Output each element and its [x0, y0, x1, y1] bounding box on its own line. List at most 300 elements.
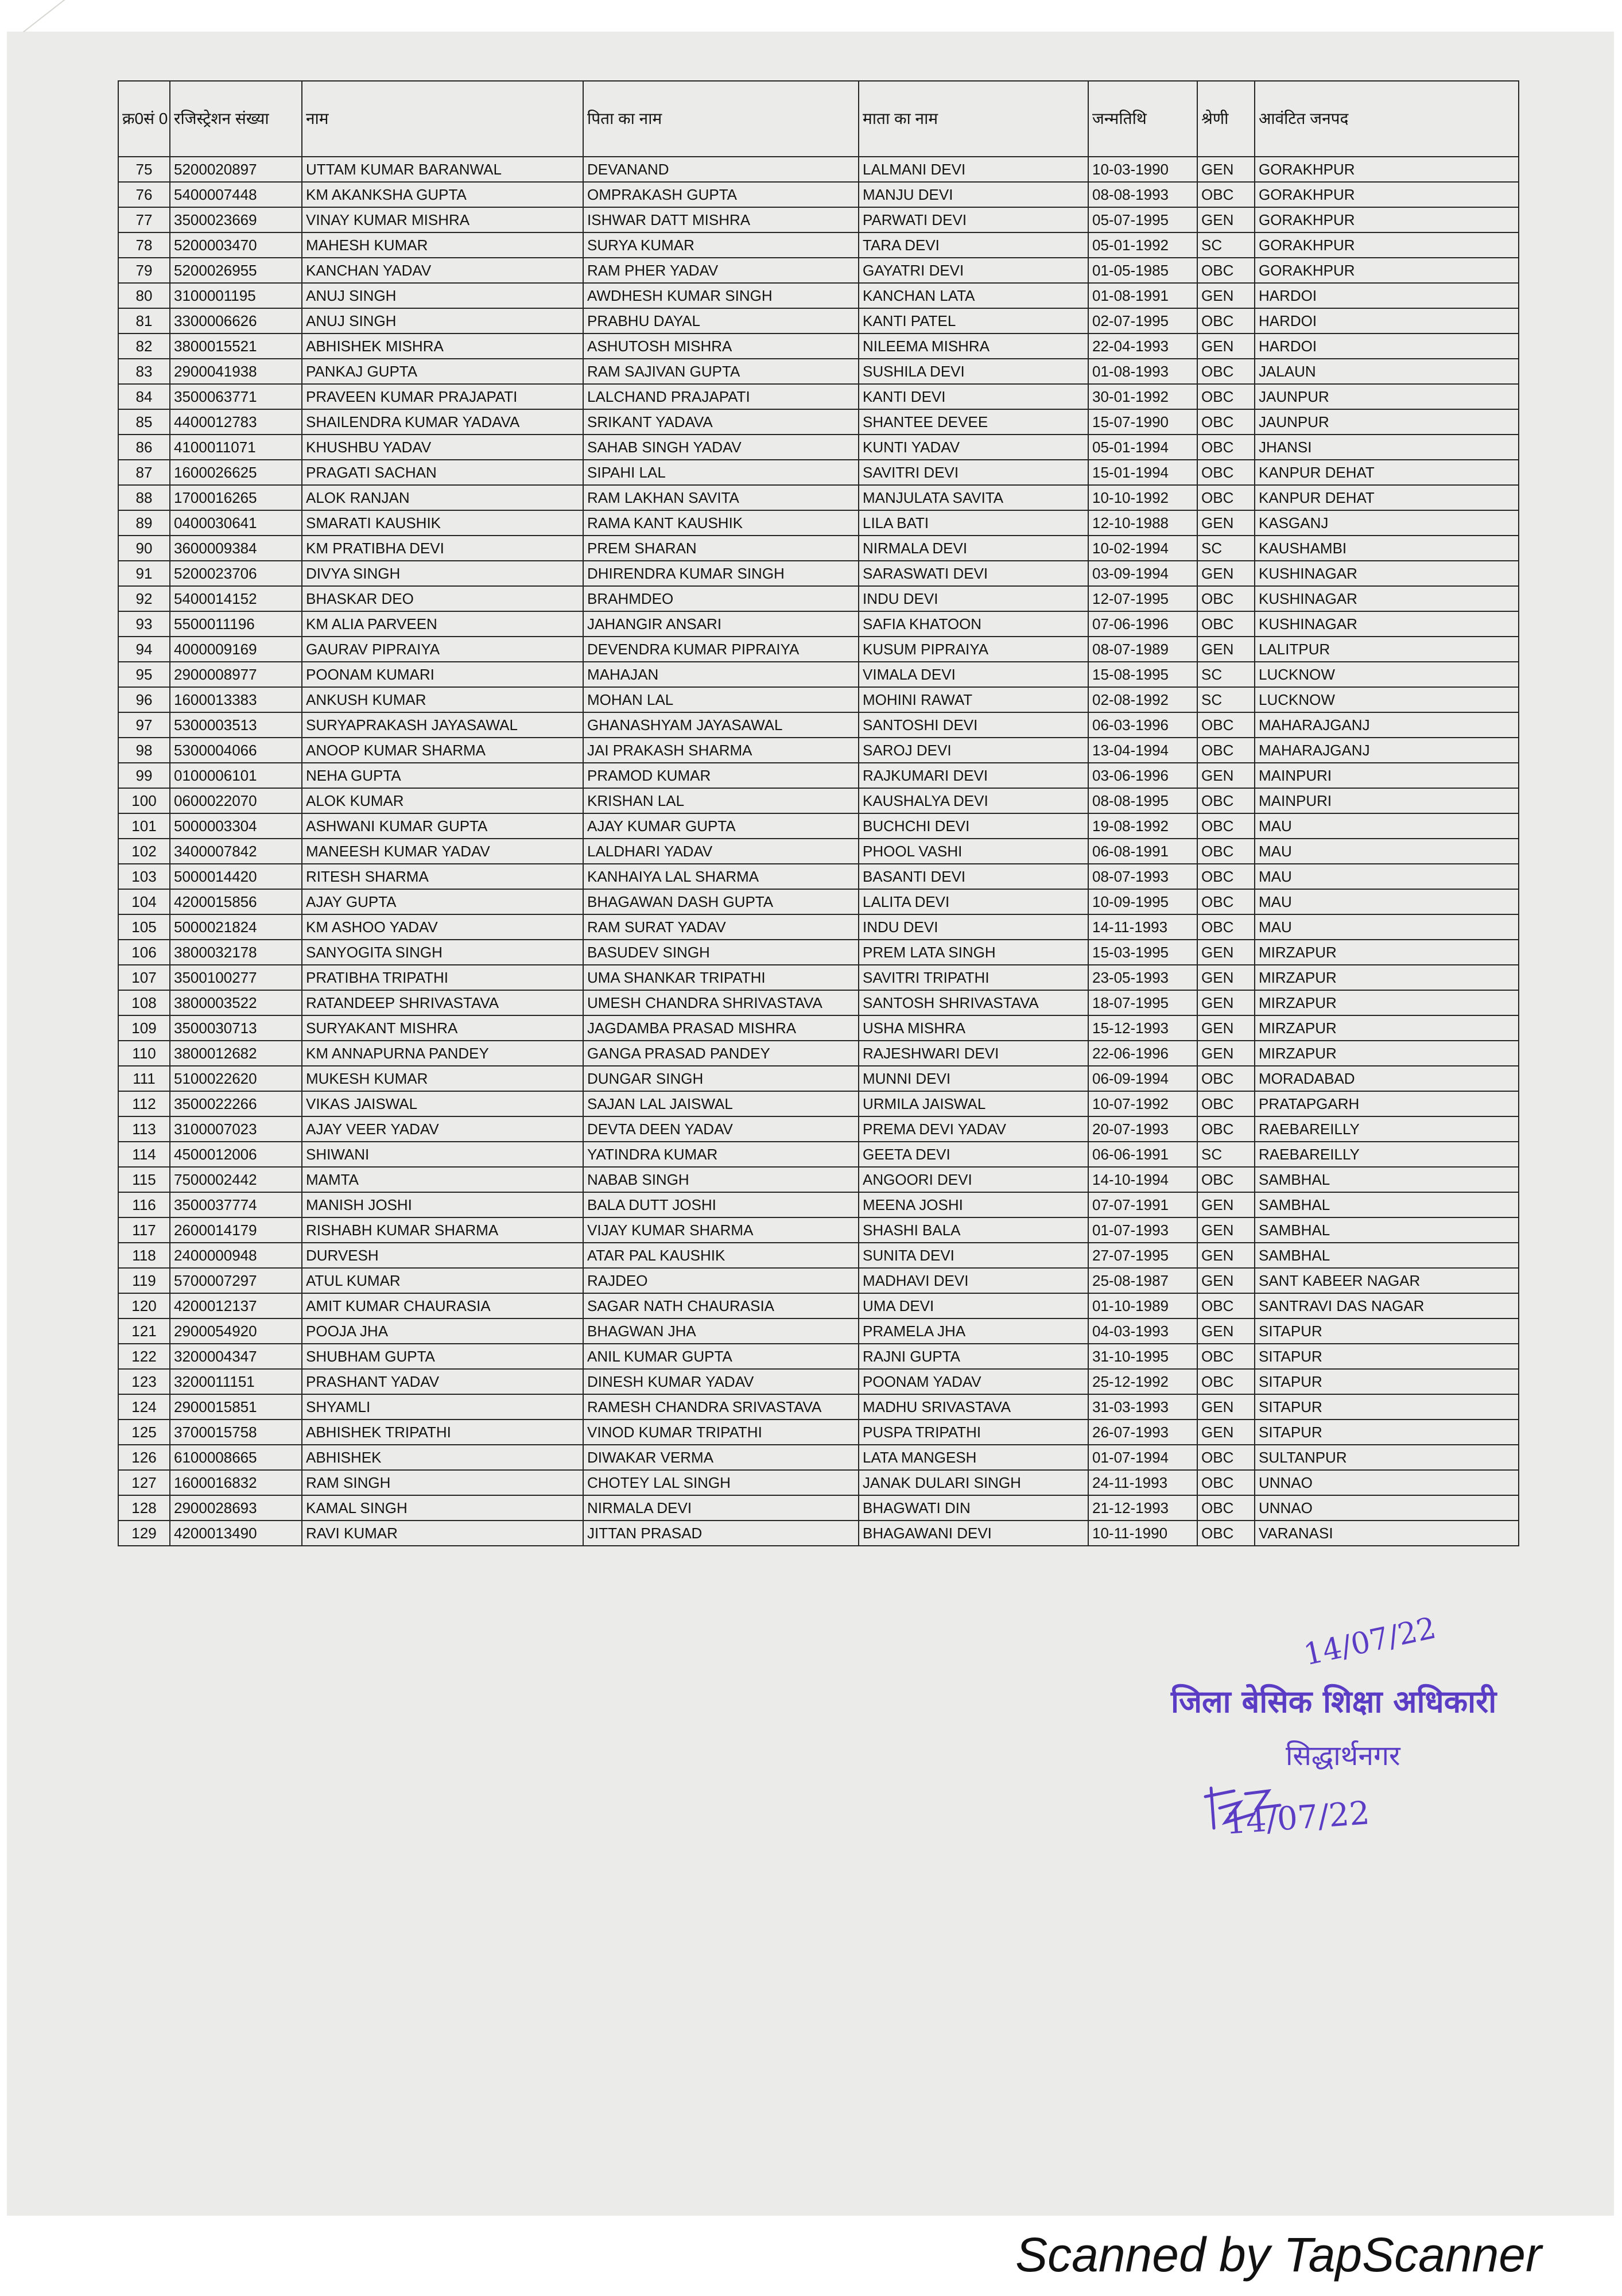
district-cell: LUCKNOW	[1255, 687, 1519, 712]
registration-cell: 3800003522	[170, 990, 302, 1015]
name-cell: ANOOP KUMAR SHARMA	[302, 738, 583, 763]
mother-name-cell: JANAK DULARI SINGH	[859, 1470, 1088, 1495]
serial-cell: 88	[118, 485, 170, 510]
district-cell: SAMBHAL	[1255, 1217, 1519, 1243]
serial-cell: 120	[118, 1293, 170, 1318]
serial-cell: 109	[118, 1015, 170, 1041]
registration-cell: 3500023669	[170, 207, 302, 232]
table-row	[118, 586, 1519, 611]
mother-name-cell: SUSHILA DEVI	[859, 359, 1088, 384]
district-cell: UNNAO	[1255, 1470, 1519, 1495]
dob-cell: 30-01-1992	[1088, 384, 1197, 409]
serial-cell: 81	[118, 308, 170, 333]
father-name-cell: BALA DUTT JOSHI	[583, 1192, 859, 1217]
district-cell: UNNAO	[1255, 1495, 1519, 1521]
table-row	[118, 1091, 1519, 1116]
category-cell: GEN	[1197, 1243, 1255, 1268]
district-cell: MAU	[1255, 889, 1519, 914]
dob-cell: 03-09-1994	[1088, 561, 1197, 586]
mother-name-cell: SAFIA KHATOON	[859, 611, 1088, 637]
mother-name-cell: INDU DEVI	[859, 586, 1088, 611]
registration-cell: 5200026955	[170, 258, 302, 283]
father-name-cell: RAMESH CHANDRA SRIVASTAVA	[583, 1394, 859, 1420]
registration-cell: 5700007297	[170, 1268, 302, 1293]
father-name-cell: DIWAKAR VERMA	[583, 1445, 859, 1470]
district-cell: MAU	[1255, 864, 1519, 889]
name-cell: GAURAV PIPRAIYA	[302, 637, 583, 662]
registration-cell: 3800032178	[170, 940, 302, 965]
name-cell: SHIWANI	[302, 1142, 583, 1167]
mother-name-cell: KANTI PATEL	[859, 308, 1088, 333]
category-cell: OBC	[1197, 813, 1255, 839]
registration-cell: 5300003513	[170, 712, 302, 738]
district-cell: HARDOI	[1255, 283, 1519, 308]
father-name-cell: OMPRAKASH GUPTA	[583, 182, 859, 207]
name-cell: RAVI KUMAR	[302, 1521, 583, 1546]
father-name-cell: ASHUTOSH MISHRA	[583, 333, 859, 359]
district-cell: RAEBAREILLY	[1255, 1116, 1519, 1142]
mother-name-cell: TARA DEVI	[859, 232, 1088, 258]
dob-cell: 04-03-1993	[1088, 1318, 1197, 1344]
registration-cell: 3200011151	[170, 1369, 302, 1394]
mother-name-cell: BASANTI DEVI	[859, 864, 1088, 889]
table-row	[118, 409, 1519, 435]
table-row	[118, 864, 1519, 889]
category-cell: SC	[1197, 232, 1255, 258]
district-cell: HARDOI	[1255, 333, 1519, 359]
dob-cell: 01-08-1993	[1088, 359, 1197, 384]
father-name-cell: AJAY KUMAR GUPTA	[583, 813, 859, 839]
dob-cell: 18-07-1995	[1088, 990, 1197, 1015]
district-cell: MAINPURI	[1255, 763, 1519, 788]
dob-cell: 01-05-1985	[1088, 258, 1197, 283]
registration-cell: 4200015856	[170, 889, 302, 914]
name-cell: ABHISHEK	[302, 1445, 583, 1470]
registration-cell: 2900054920	[170, 1318, 302, 1344]
dob-cell: 08-07-1993	[1088, 864, 1197, 889]
mother-name-cell: PUSPA TRIPATHI	[859, 1420, 1088, 1445]
category-cell: OBC	[1197, 611, 1255, 637]
serial-cell: 77	[118, 207, 170, 232]
district-cell: SITAPUR	[1255, 1394, 1519, 1420]
dob-cell: 13-04-1994	[1088, 738, 1197, 763]
mother-name-cell: PHOOL VASHI	[859, 839, 1088, 864]
registration-cell: 0100006101	[170, 763, 302, 788]
registration-cell: 2900008977	[170, 662, 302, 687]
father-name-cell: NABAB SINGH	[583, 1167, 859, 1192]
category-cell: GEN	[1197, 1041, 1255, 1066]
district-cell: JAUNPUR	[1255, 409, 1519, 435]
category-cell: SC	[1197, 687, 1255, 712]
table-row	[118, 207, 1519, 232]
table-row	[118, 1521, 1519, 1546]
dob-cell: 27-07-1995	[1088, 1243, 1197, 1268]
dob-cell: 06-08-1991	[1088, 839, 1197, 864]
district-cell: KASGANJ	[1255, 510, 1519, 536]
dob-cell: 08-08-1995	[1088, 788, 1197, 813]
father-name-cell: JAHANGIR ANSARI	[583, 611, 859, 637]
father-name-cell: RAM SURAT YADAV	[583, 914, 859, 940]
registration-cell: 5200003470	[170, 232, 302, 258]
mother-name-cell: GEETA DEVI	[859, 1142, 1088, 1167]
dob-cell: 15-08-1995	[1088, 662, 1197, 687]
name-cell: ANUJ SINGH	[302, 308, 583, 333]
table-row	[118, 1495, 1519, 1521]
district-cell: SAMBHAL	[1255, 1167, 1519, 1192]
name-cell: PRATIBHA TRIPATHI	[302, 965, 583, 990]
registration-cell: 0600022070	[170, 788, 302, 813]
mother-name-cell: NILEEMA MISHRA	[859, 333, 1088, 359]
district-cell: VARANASI	[1255, 1521, 1519, 1546]
serial-cell: 104	[118, 889, 170, 914]
allocation-table	[118, 80, 1519, 1546]
mother-name-cell: KANTI DEVI	[859, 384, 1088, 409]
name-cell: DURVESH	[302, 1243, 583, 1268]
father-name-cell: CHOTEY LAL SINGH	[583, 1470, 859, 1495]
mother-name-cell: RAJESHWARI DEVI	[859, 1041, 1088, 1066]
signature-date-bottom: 14/07/22	[1224, 1794, 1371, 1842]
dob-cell: 08-08-1993	[1088, 182, 1197, 207]
serial-cell: 105	[118, 914, 170, 940]
registration-cell: 5400014152	[170, 586, 302, 611]
registration-cell: 3600009384	[170, 536, 302, 561]
serial-cell: 125	[118, 1420, 170, 1445]
category-cell: OBC	[1197, 182, 1255, 207]
mother-name-cell: KANCHAN LATA	[859, 283, 1088, 308]
dob-cell: 20-07-1993	[1088, 1116, 1197, 1142]
header-father-name: पिता का नाम	[583, 81, 859, 157]
father-name-cell: SAHAB SINGH YADAV	[583, 435, 859, 460]
district-cell: SITAPUR	[1255, 1318, 1519, 1344]
category-cell: OBC	[1197, 409, 1255, 435]
mother-name-cell: NIRMALA DEVI	[859, 536, 1088, 561]
father-name-cell: BHAGAWAN DASH GUPTA	[583, 889, 859, 914]
table-row	[118, 1142, 1519, 1167]
mother-name-cell: PRAMELA JHA	[859, 1318, 1088, 1344]
district-cell: SULTANPUR	[1255, 1445, 1519, 1470]
serial-cell: 80	[118, 283, 170, 308]
name-cell: MUKESH KUMAR	[302, 1066, 583, 1091]
stamp-place: सिद्धार्थनगर	[1286, 1740, 1400, 1772]
district-cell: SITAPUR	[1255, 1420, 1519, 1445]
serial-cell: 85	[118, 409, 170, 435]
category-cell: OBC	[1197, 485, 1255, 510]
dob-cell: 10-07-1992	[1088, 1091, 1197, 1116]
table-row	[118, 182, 1519, 207]
district-cell: KANPUR DEHAT	[1255, 485, 1519, 510]
registration-cell: 3500100277	[170, 965, 302, 990]
father-name-cell: NIRMALA DEVI	[583, 1495, 859, 1521]
father-name-cell: PRABHU DAYAL	[583, 308, 859, 333]
table-row	[118, 283, 1519, 308]
category-cell: OBC	[1197, 1470, 1255, 1495]
registration-cell: 0400030641	[170, 510, 302, 536]
registration-cell: 5000003304	[170, 813, 302, 839]
father-name-cell: DUNGAR SINGH	[583, 1066, 859, 1091]
category-cell: OBC	[1197, 1521, 1255, 1546]
dob-cell: 07-06-1996	[1088, 611, 1197, 637]
dob-cell: 12-07-1995	[1088, 586, 1197, 611]
father-name-cell: RAJDEO	[583, 1268, 859, 1293]
registration-cell: 4000009169	[170, 637, 302, 662]
dob-cell: 06-09-1994	[1088, 1066, 1197, 1091]
registration-cell: 5000014420	[170, 864, 302, 889]
category-cell: GEN	[1197, 1394, 1255, 1420]
serial-cell: 101	[118, 813, 170, 839]
district-cell: MAU	[1255, 813, 1519, 839]
table-row	[118, 308, 1519, 333]
serial-cell: 123	[118, 1369, 170, 1394]
category-cell: OBC	[1197, 1116, 1255, 1142]
mother-name-cell: SAVITRI DEVI	[859, 460, 1088, 485]
district-cell: HARDOI	[1255, 308, 1519, 333]
category-cell: OBC	[1197, 1445, 1255, 1470]
category-cell: GEN	[1197, 157, 1255, 182]
district-cell: KUSHINAGAR	[1255, 611, 1519, 637]
father-name-cell: GANGA PRASAD PANDEY	[583, 1041, 859, 1066]
serial-cell: 119	[118, 1268, 170, 1293]
serial-cell: 115	[118, 1167, 170, 1192]
father-name-cell: VIJAY KUMAR SHARMA	[583, 1217, 859, 1243]
name-cell: AMIT KUMAR CHAURASIA	[302, 1293, 583, 1318]
category-cell: OBC	[1197, 586, 1255, 611]
dob-cell: 01-07-1993	[1088, 1217, 1197, 1243]
category-cell: OBC	[1197, 788, 1255, 813]
serial-cell: 114	[118, 1142, 170, 1167]
district-cell: MIRZAPUR	[1255, 940, 1519, 965]
category-cell: GEN	[1197, 1217, 1255, 1243]
serial-cell: 92	[118, 586, 170, 611]
serial-cell: 126	[118, 1445, 170, 1470]
father-name-cell: RAM SAJIVAN GUPTA	[583, 359, 859, 384]
serial-cell: 118	[118, 1243, 170, 1268]
table-row	[118, 788, 1519, 813]
registration-cell: 4500012006	[170, 1142, 302, 1167]
father-name-cell: DEVENDRA KUMAR PIPRAIYA	[583, 637, 859, 662]
district-cell: SITAPUR	[1255, 1344, 1519, 1369]
dob-cell: 19-08-1992	[1088, 813, 1197, 839]
name-cell: ALOK KUMAR	[302, 788, 583, 813]
table-row	[118, 1066, 1519, 1091]
serial-cell: 90	[118, 536, 170, 561]
header-dob: जन्मतिथि	[1088, 81, 1197, 157]
name-cell: MANEESH KUMAR YADAV	[302, 839, 583, 864]
table-row	[118, 1015, 1519, 1041]
district-cell: SAMBHAL	[1255, 1192, 1519, 1217]
category-cell: OBC	[1197, 258, 1255, 283]
name-cell: PRAGATI SACHAN	[302, 460, 583, 485]
registration-cell: 3100001195	[170, 283, 302, 308]
table-row	[118, 662, 1519, 687]
district-cell: RAEBAREILLY	[1255, 1142, 1519, 1167]
name-cell: POONAM KUMARI	[302, 662, 583, 687]
category-cell: GEN	[1197, 763, 1255, 788]
registration-cell: 4200012137	[170, 1293, 302, 1318]
district-cell: MORADABAD	[1255, 1066, 1519, 1091]
mother-name-cell: SUNITA DEVI	[859, 1243, 1088, 1268]
father-name-cell: RAM LAKHAN SAVITA	[583, 485, 859, 510]
category-cell: SC	[1197, 1142, 1255, 1167]
father-name-cell: PREM SHARAN	[583, 536, 859, 561]
serial-cell: 113	[118, 1116, 170, 1142]
registration-cell: 5000021824	[170, 914, 302, 940]
signature-date-top: 14/07/22	[1301, 1611, 1439, 1673]
dob-cell: 31-10-1995	[1088, 1344, 1197, 1369]
registration-cell: 2400000948	[170, 1243, 302, 1268]
category-cell: GEN	[1197, 283, 1255, 308]
dob-cell: 22-06-1996	[1088, 1041, 1197, 1066]
name-cell: SHYAMLI	[302, 1394, 583, 1420]
category-cell: OBC	[1197, 308, 1255, 333]
stamp-title: जिला बेसिक शिक्षा अधिकारी	[1171, 1684, 1497, 1720]
district-cell: MIRZAPUR	[1255, 990, 1519, 1015]
name-cell: KM ASHOO YADAV	[302, 914, 583, 940]
officer-signature-stamp	[1171, 1611, 1538, 1865]
dob-cell: 06-03-1996	[1088, 712, 1197, 738]
dob-cell: 12-10-1988	[1088, 510, 1197, 536]
district-cell: MAU	[1255, 839, 1519, 864]
category-cell: OBC	[1197, 384, 1255, 409]
category-cell: GEN	[1197, 207, 1255, 232]
mother-name-cell: USHA MISHRA	[859, 1015, 1088, 1041]
table-row	[118, 738, 1519, 763]
category-cell: GEN	[1197, 637, 1255, 662]
father-name-cell: ANIL KUMAR GUPTA	[583, 1344, 859, 1369]
category-cell: GEN	[1197, 1268, 1255, 1293]
serial-cell: 91	[118, 561, 170, 586]
serial-cell: 87	[118, 460, 170, 485]
category-cell: GEN	[1197, 940, 1255, 965]
category-cell: GEN	[1197, 1420, 1255, 1445]
mother-name-cell: SANTOSH SHRIVASTAVA	[859, 990, 1088, 1015]
mother-name-cell: UMA DEVI	[859, 1293, 1088, 1318]
serial-cell: 82	[118, 333, 170, 359]
header-district: आवंटित जनपद	[1255, 81, 1519, 157]
category-cell: OBC	[1197, 1495, 1255, 1521]
name-cell: VIKAS JAISWAL	[302, 1091, 583, 1116]
dob-cell: 08-07-1989	[1088, 637, 1197, 662]
dob-cell: 06-06-1991	[1088, 1142, 1197, 1167]
serial-cell: 94	[118, 637, 170, 662]
name-cell: PANKAJ GUPTA	[302, 359, 583, 384]
dob-cell: 01-10-1989	[1088, 1293, 1197, 1318]
dob-cell: 10-03-1990	[1088, 157, 1197, 182]
table-row	[118, 611, 1519, 637]
header-serial: क्र0सं 0	[118, 81, 170, 157]
table-row	[118, 763, 1519, 788]
father-name-cell: UMA SHANKAR TRIPATHI	[583, 965, 859, 990]
serial-cell: 95	[118, 662, 170, 687]
dob-cell: 02-07-1995	[1088, 308, 1197, 333]
serial-cell: 89	[118, 510, 170, 536]
district-cell: KUSHINAGAR	[1255, 586, 1519, 611]
father-name-cell: UMESH CHANDRA SHRIVASTAVA	[583, 990, 859, 1015]
serial-cell: 78	[118, 232, 170, 258]
mother-name-cell: MADHU SRIVASTAVA	[859, 1394, 1088, 1420]
registration-cell: 5100022620	[170, 1066, 302, 1091]
serial-cell: 124	[118, 1394, 170, 1420]
name-cell: MAHESH KUMAR	[302, 232, 583, 258]
registration-cell: 3800015521	[170, 333, 302, 359]
district-cell: SANTRAVI DAS NAGAR	[1255, 1293, 1519, 1318]
name-cell: AJAY VEER YADAV	[302, 1116, 583, 1142]
table-row	[118, 485, 1519, 510]
table-row	[118, 435, 1519, 460]
table-header-row	[118, 81, 1519, 157]
mother-name-cell: SANTOSHI DEVI	[859, 712, 1088, 738]
mother-name-cell: VIMALA DEVI	[859, 662, 1088, 687]
table-row	[118, 333, 1519, 359]
mother-name-cell: RAJKUMARI DEVI	[859, 763, 1088, 788]
mother-name-cell: SHANTEE DEVEE	[859, 409, 1088, 435]
serial-cell: 107	[118, 965, 170, 990]
table-row	[118, 637, 1519, 662]
header-name: नाम	[302, 81, 583, 157]
serial-cell: 129	[118, 1521, 170, 1546]
category-cell: OBC	[1197, 435, 1255, 460]
name-cell: KM AKANKSHA GUPTA	[302, 182, 583, 207]
father-name-cell: SAJAN LAL JAISWAL	[583, 1091, 859, 1116]
father-name-cell: LALCHAND PRAJAPATI	[583, 384, 859, 409]
dob-cell: 14-10-1994	[1088, 1167, 1197, 1192]
table-row	[118, 1217, 1519, 1243]
serial-cell: 102	[118, 839, 170, 864]
father-name-cell: PRAMOD KUMAR	[583, 763, 859, 788]
name-cell: DIVYA SINGH	[302, 561, 583, 586]
dob-cell: 10-11-1990	[1088, 1521, 1197, 1546]
registration-cell: 3700015758	[170, 1420, 302, 1445]
father-name-cell: YATINDRA KUMAR	[583, 1142, 859, 1167]
serial-cell: 79	[118, 258, 170, 283]
dob-cell: 15-03-1995	[1088, 940, 1197, 965]
mother-name-cell: SAVITRI TRIPATHI	[859, 965, 1088, 990]
father-name-cell: RAM PHER YADAV	[583, 258, 859, 283]
father-name-cell: DHIRENDRA KUMAR SINGH	[583, 561, 859, 586]
father-name-cell: KANHAIYA LAL SHARMA	[583, 864, 859, 889]
serial-cell: 128	[118, 1495, 170, 1521]
mother-name-cell: SARASWATI DEVI	[859, 561, 1088, 586]
category-cell: GEN	[1197, 1015, 1255, 1041]
dob-cell: 26-07-1993	[1088, 1420, 1197, 1445]
serial-cell: 97	[118, 712, 170, 738]
registration-cell: 5400007448	[170, 182, 302, 207]
serial-cell: 127	[118, 1470, 170, 1495]
category-cell: GEN	[1197, 1318, 1255, 1344]
name-cell: ANKUSH KUMAR	[302, 687, 583, 712]
father-name-cell: MAHAJAN	[583, 662, 859, 687]
district-cell: MIRZAPUR	[1255, 965, 1519, 990]
district-cell: GORAKHPUR	[1255, 157, 1519, 182]
mother-name-cell: INDU DEVI	[859, 914, 1088, 940]
category-cell: GEN	[1197, 965, 1255, 990]
mother-name-cell: BUCHCHI DEVI	[859, 813, 1088, 839]
serial-cell: 98	[118, 738, 170, 763]
dob-cell: 25-12-1992	[1088, 1369, 1197, 1394]
registration-cell: 3100007023	[170, 1116, 302, 1142]
category-cell: OBC	[1197, 864, 1255, 889]
category-cell: SC	[1197, 662, 1255, 687]
table-row	[118, 561, 1519, 586]
dob-cell: 24-11-1993	[1088, 1470, 1197, 1495]
name-cell: ABHISHEK TRIPATHI	[302, 1420, 583, 1445]
registration-cell: 4400012783	[170, 409, 302, 435]
table-row	[118, 510, 1519, 536]
father-name-cell: GHANASHYAM JAYASAWAL	[583, 712, 859, 738]
serial-cell: 76	[118, 182, 170, 207]
table-row	[118, 460, 1519, 485]
serial-cell: 100	[118, 788, 170, 813]
district-cell: SITAPUR	[1255, 1369, 1519, 1394]
